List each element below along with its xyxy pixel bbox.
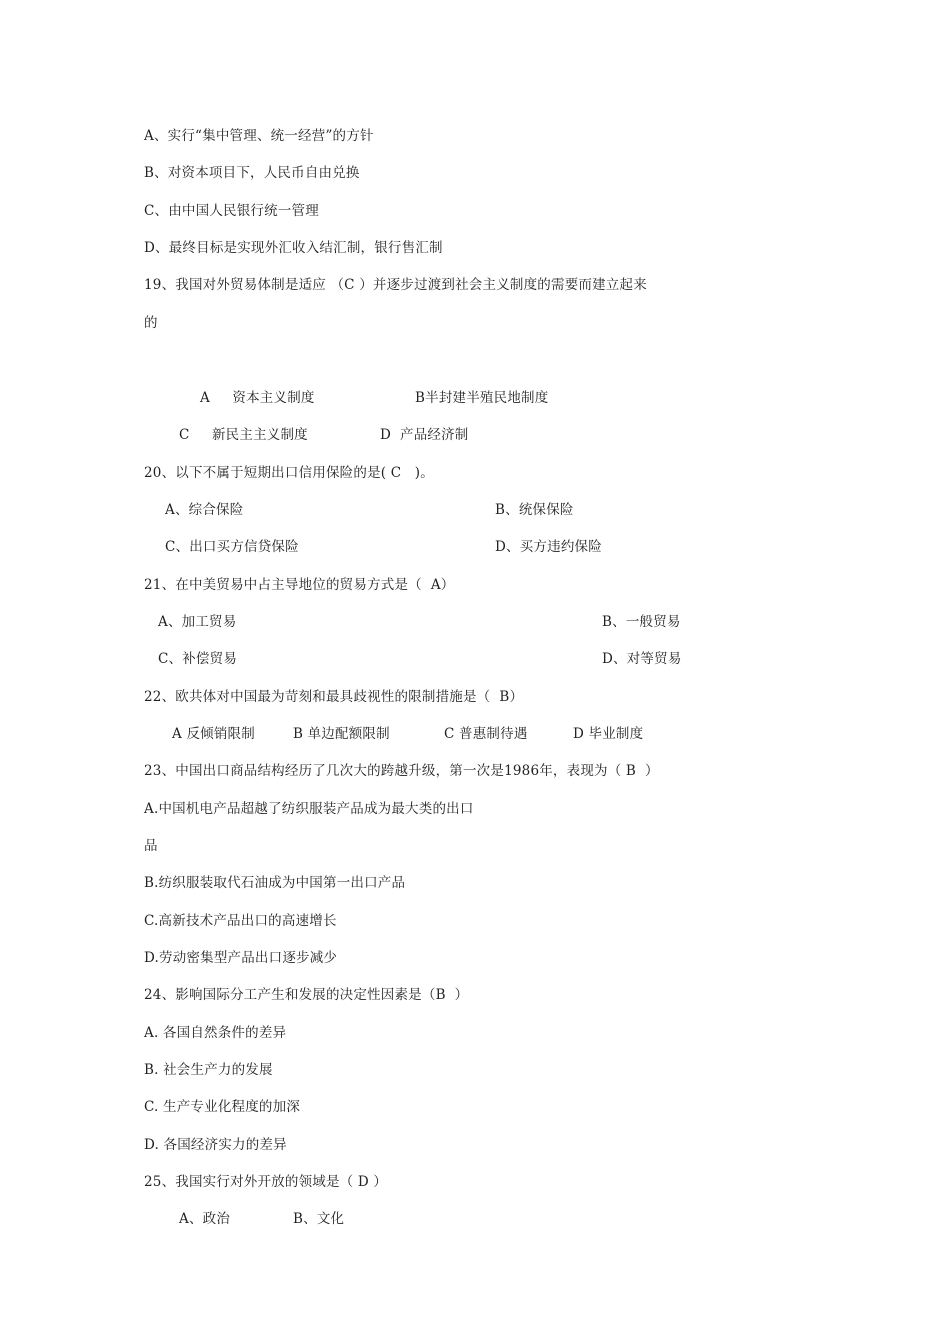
q24-question: 24、影响国际分工产生和发展的决定性因素是（B ） (144, 987, 469, 1003)
q19-option-c: C 新民主主义制度 (179, 427, 308, 443)
q18-option-b: B、对资本项目下，人民币自由兑换 (144, 165, 360, 181)
q20-option-a: A、综合保险 (165, 502, 244, 518)
q25-option-b: B、文化 (293, 1211, 345, 1227)
q22-option-d: D 毕业制度 (573, 726, 644, 742)
q25-question: 25、我国实行对外开放的领域是（ D ） (144, 1174, 388, 1190)
q22-option-b: B 单边配额限制 (293, 726, 390, 742)
q20-option-d: D、买方违约保险 (495, 539, 602, 555)
q21-question: 21、在中美贸易中占主导地位的贸易方式是（ A） (144, 577, 455, 593)
q20-option-c: C、出口买方信贷保险 (165, 539, 299, 555)
q23-option-b: B.纺织服装取代石油成为中国第一出口产品 (144, 875, 406, 891)
q23-option-c: C.高新技术产品出口的高速增长 (144, 913, 337, 929)
q23-option-d: D.劳动密集型产品出口逐步减少 (144, 950, 338, 966)
q19-question-line1: 19、我国对外贸易体制是适应 （C ）并逐步过渡到社会主义制度的需要而建立起来 (144, 277, 647, 293)
q22-question: 22、欧共体对中国最为苛刻和最具歧视性的限制措施是（ B） (144, 689, 524, 705)
q18-option-c: C、由中国人民银行统一管理 (144, 203, 319, 219)
q21-option-d: D、对等贸易 (602, 651, 682, 667)
q23-option-a-line1: A.中国机电产品超越了纺织服装产品成为最大类的出口 (144, 801, 474, 817)
q19-question-line2: 的 (144, 315, 158, 331)
q21-option-c: C、补偿贸易 (158, 651, 238, 667)
q25-option-a: A、政治 (179, 1211, 231, 1227)
q23-question: 23、中国出口商品结构经历了几次大的跨越升级，第一次是1986年，表现为（ B ） (144, 763, 659, 779)
q19-option-d: D 产品经济制 (380, 427, 469, 443)
q19-option-a: A 资本主义制度 (200, 390, 315, 406)
q18-option-d: D、最终目标是实现外汇收入结汇制，银行售汇制 (144, 240, 443, 256)
q22-option-a: A 反倾销限制 (172, 726, 255, 742)
q20-option-b: B、统保保险 (495, 502, 574, 518)
q21-option-a: A、加工贸易 (158, 614, 237, 630)
q24-option-a: A. 各国自然条件的差异 (144, 1025, 287, 1041)
q19-option-b: B半封建半殖民地制度 (415, 390, 549, 406)
q23-option-a-line2: 品 (144, 838, 158, 854)
q21-option-b: B、一般贸易 (602, 614, 681, 630)
q24-option-c: C. 生产专业化程度的加深 (144, 1099, 301, 1115)
q24-option-b: B. 社会生产力的发展 (144, 1062, 273, 1078)
q18-option-a: A、实行“集中管理、统一经营”的方针 (144, 128, 374, 144)
q24-option-d: D. 各国经济实力的差异 (144, 1137, 287, 1153)
q20-question: 20、以下不属于短期出口信用保险的是( C )。 (144, 465, 434, 481)
q22-option-c: C 普惠制待遇 (444, 726, 528, 742)
